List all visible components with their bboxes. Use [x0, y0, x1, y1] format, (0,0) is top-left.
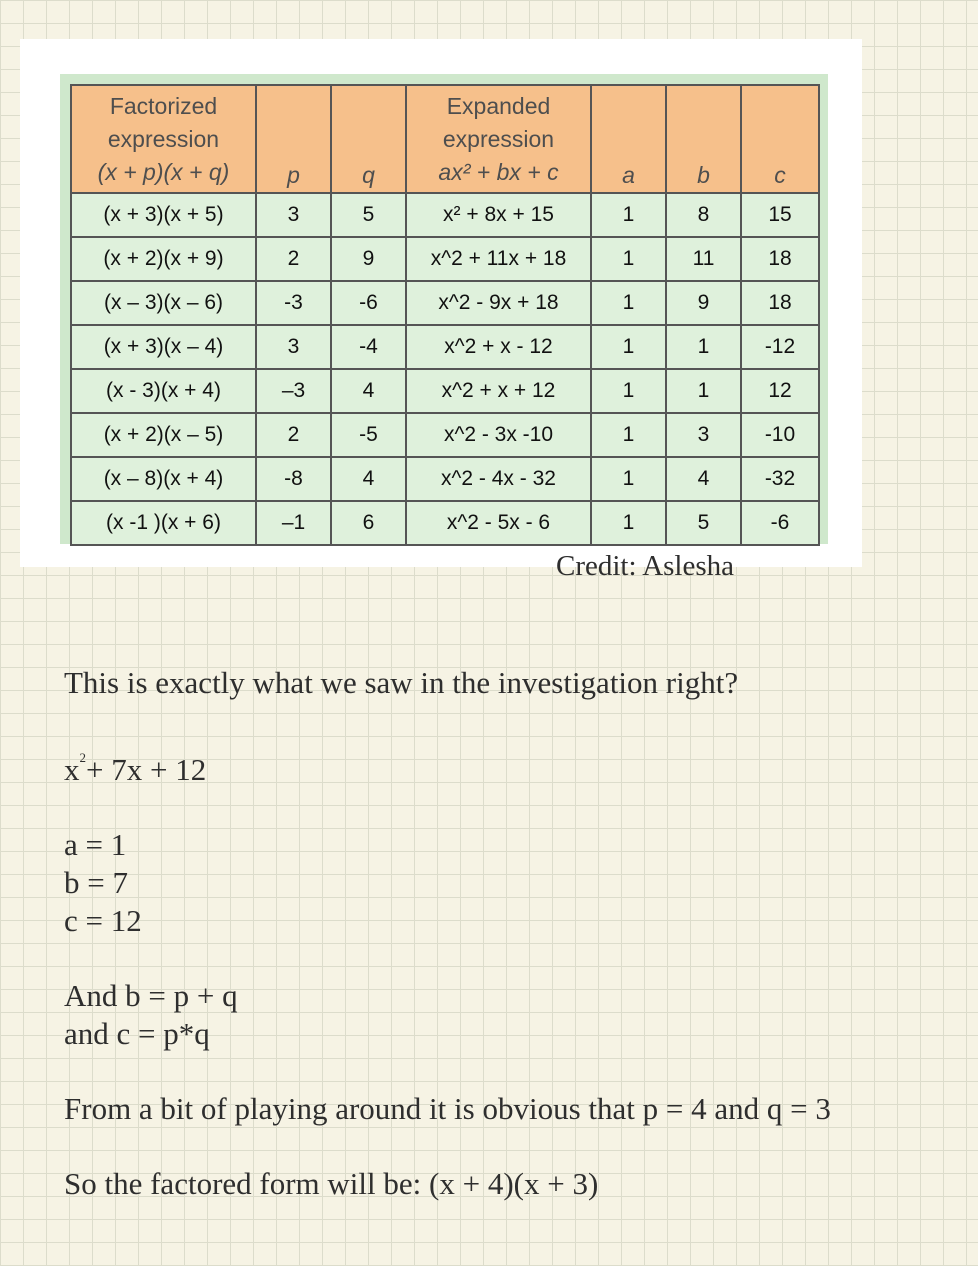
- rule-b: And b = p + q: [64, 978, 238, 1013]
- cell-a: 1: [591, 457, 666, 501]
- cell-factorized: (x + 3)(x + 5): [71, 193, 256, 237]
- cell-factorized: (x + 2)(x – 5): [71, 413, 256, 457]
- table-photo: [20, 39, 862, 567]
- cell-q: -5: [331, 413, 406, 457]
- table-row: [71, 325, 819, 369]
- cell-p: 3: [256, 193, 331, 237]
- cell-b: 8: [666, 193, 741, 237]
- cell-b: 5: [666, 501, 741, 545]
- table-header-row: [71, 85, 819, 193]
- cell-p: 3: [256, 325, 331, 369]
- header-factorized-line-1: Factorized: [109, 92, 218, 119]
- cell-a: 1: [591, 369, 666, 413]
- notes-body: [64, 664, 944, 1203]
- table-row: [71, 413, 819, 457]
- cell-a: 1: [591, 501, 666, 545]
- cell-factorized: (x + 2)(x + 9): [71, 237, 256, 281]
- header-p-label: p: [287, 162, 300, 188]
- table-row: [71, 369, 819, 413]
- cell-p: -3: [256, 281, 331, 325]
- coefficient-b: b = 7: [64, 865, 128, 900]
- cell-c: 12: [741, 369, 819, 413]
- header-expanded-line-3: ax² + bx + c: [438, 158, 559, 185]
- cell-b: 9: [666, 281, 741, 325]
- cell-p: –3: [256, 369, 331, 413]
- cell-q: 6: [331, 501, 406, 545]
- cell-factorized: (x – 8)(x + 4): [71, 457, 256, 501]
- header-factorized-line-3: (x + p)(x + q): [97, 158, 230, 185]
- cell-c: -10: [741, 413, 819, 457]
- coefficient-c: c = 12: [64, 903, 142, 938]
- expression-rest: + 7x + 12: [86, 752, 207, 787]
- cell-c: -12: [741, 325, 819, 369]
- cell-a: 1: [591, 413, 666, 457]
- header-p: [256, 85, 331, 193]
- expression-exponent: 2: [79, 750, 86, 765]
- image-credit: Credit: Aslesha: [556, 550, 735, 582]
- cell-q: 5: [331, 193, 406, 237]
- cell-a: 1: [591, 281, 666, 325]
- cell-c: -6: [741, 501, 819, 545]
- cell-p: 2: [256, 237, 331, 281]
- header-expanded: [406, 85, 591, 193]
- table-row: [71, 237, 819, 281]
- header-c: [741, 85, 819, 193]
- cell-factorized: (x -1 )(x + 6): [71, 501, 256, 545]
- cell-factorized: (x - 3)(x + 4): [71, 369, 256, 413]
- cell-a: 1: [591, 237, 666, 281]
- cell-p: -8: [256, 457, 331, 501]
- table-row: [71, 281, 819, 325]
- cell-q: 9: [331, 237, 406, 281]
- conclusion-line: So the factored form will be: (x + 4)(x + 3): [64, 1166, 599, 1201]
- cell-b: 11: [666, 237, 741, 281]
- table-row: [71, 501, 819, 545]
- cell-expanded: x^2 + x + 12: [406, 369, 591, 413]
- cell-expanded: x^2 - 5x - 6: [406, 501, 591, 545]
- cell-expanded: x^2 - 9x + 18: [406, 281, 591, 325]
- cell-b: 1: [666, 369, 741, 413]
- table-row: [71, 193, 819, 237]
- cell-a: 1: [591, 325, 666, 369]
- deduction-line: From a bit of playing around it is obvious that p = 4 and q = 3: [64, 1091, 831, 1126]
- header-factorized: [71, 85, 256, 193]
- cell-p: 2: [256, 413, 331, 457]
- table-background: [60, 74, 828, 544]
- cell-q: -4: [331, 325, 406, 369]
- cell-expanded: x² + 8x + 15: [406, 193, 591, 237]
- cell-p: –1: [256, 501, 331, 545]
- cell-c: -32: [741, 457, 819, 501]
- coefficient-a: a = 1: [64, 827, 127, 862]
- factorization-table: [70, 84, 820, 546]
- cell-c: 15: [741, 193, 819, 237]
- header-expanded-line-1: Expanded: [446, 92, 551, 119]
- cell-q: -6: [331, 281, 406, 325]
- rule-c: and c = p*q: [64, 1016, 210, 1051]
- cell-b: 1: [666, 325, 741, 369]
- cell-expanded: x^2 - 3x -10: [406, 413, 591, 457]
- cell-expanded: x^2 + 11x + 18: [406, 237, 591, 281]
- cell-a: 1: [591, 193, 666, 237]
- header-expanded-line-2: expression: [442, 125, 555, 152]
- header-b: [666, 85, 741, 193]
- cell-c: 18: [741, 281, 819, 325]
- cell-factorized: (x – 3)(x – 6): [71, 281, 256, 325]
- cell-b: 4: [666, 457, 741, 501]
- header-factorized-line-2: expression: [107, 125, 220, 152]
- cell-q: 4: [331, 369, 406, 413]
- cell-expanded: x^2 + x - 12: [406, 325, 591, 369]
- header-a-label: a: [622, 162, 635, 188]
- cell-expanded: x^2 - 4x - 32: [406, 457, 591, 501]
- header-c-label: c: [774, 162, 786, 188]
- header-q: [331, 85, 406, 193]
- header-q-label: q: [362, 162, 375, 188]
- expression-base: x: [64, 752, 80, 787]
- cell-c: 18: [741, 237, 819, 281]
- intro-line: This is exactly what we saw in the investigation right?: [64, 665, 739, 700]
- header-b-label: b: [697, 162, 710, 188]
- cell-q: 4: [331, 457, 406, 501]
- cell-factorized: (x + 3)(x – 4): [71, 325, 256, 369]
- table-row: [71, 457, 819, 501]
- header-a: [591, 85, 666, 193]
- quadratic-expression: [64, 739, 944, 789]
- cell-b: 3: [666, 413, 741, 457]
